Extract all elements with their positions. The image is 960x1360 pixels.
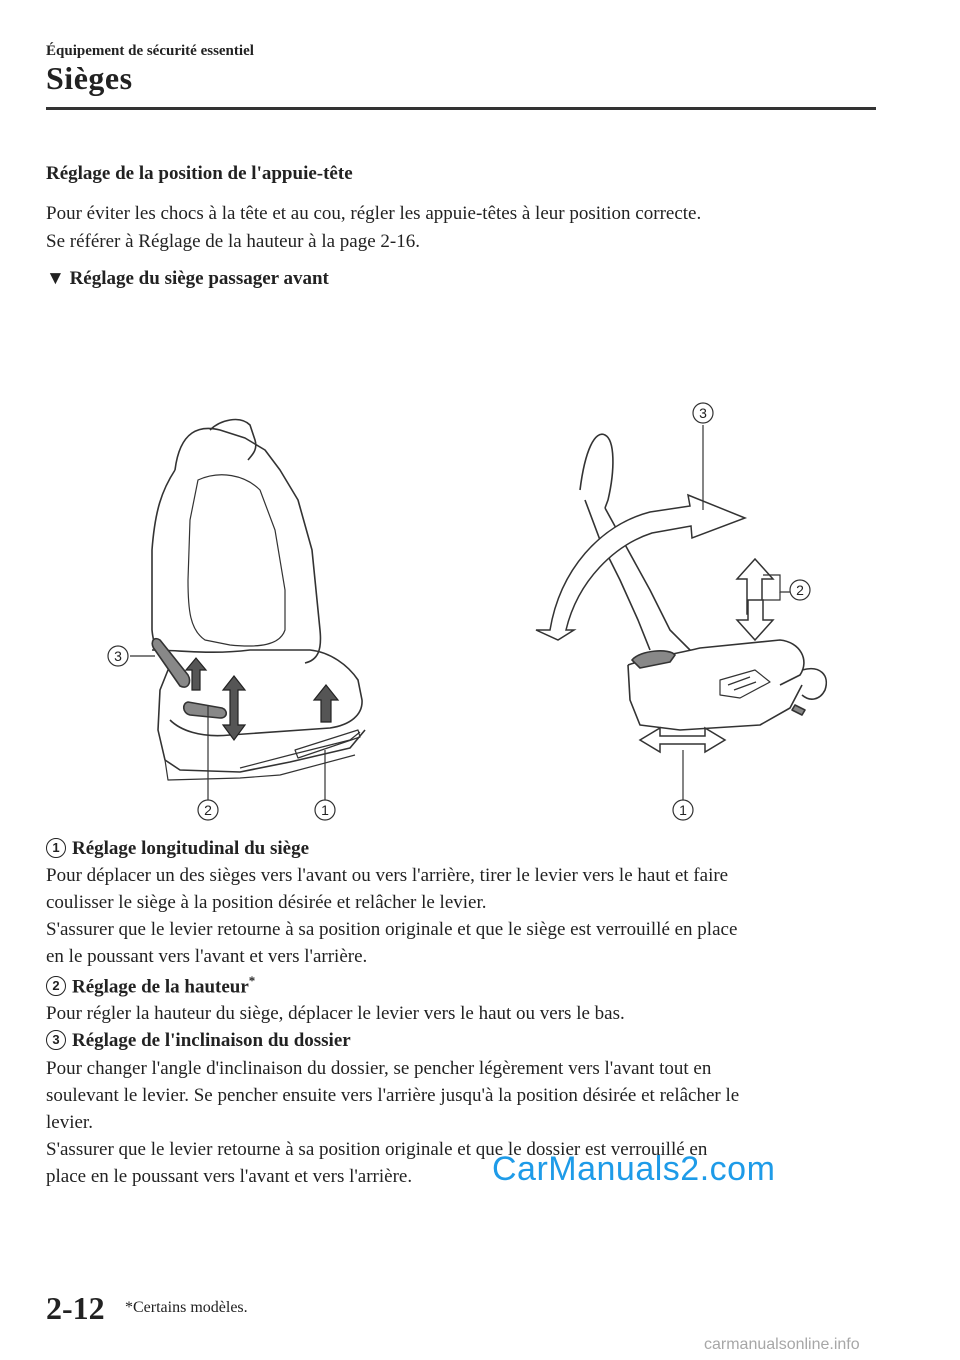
- item-3-line-1: Pour changer l'angle d'inclinaison du dossier, se pencher légèrement vers l'avant tout en: [46, 1058, 712, 1079]
- item-3-heading: [46, 1030, 351, 1052]
- item-1-heading-text: Réglage longitudinal du siège: [72, 838, 309, 859]
- headrest-line-1: Pour éviter les chocs à la tête et au cou, régler les appuie-têtes à leur position correcte.: [46, 203, 702, 224]
- page-title: Sièges: [46, 60, 133, 96]
- item-1-line-1: Pour déplacer un des sièges vers l'avant ou vers l'arrière, tirer le levier vers le haut et faire: [46, 865, 729, 886]
- slide-arrow: [640, 728, 725, 752]
- item-1-line-2: coulisser le siège à la position désirée et relâcher le levier.: [46, 892, 487, 913]
- right-callout-2: 2: [796, 582, 804, 598]
- watermark-logo: CarManuals2.com: [492, 1150, 776, 1188]
- left-arrows: [186, 658, 338, 740]
- front-seat-drawing: [152, 420, 365, 780]
- circled-number-1-icon: 1: [46, 838, 66, 858]
- triangle-marker-icon: ▼: [46, 268, 65, 289]
- page-number: 2-12: [46, 1290, 105, 1326]
- footnote: *Certains modèles.: [125, 1299, 248, 1316]
- recline-arc-arrow: [536, 495, 745, 640]
- section-header: Équipement de sécurité essentiel: [46, 43, 254, 59]
- circled-number-2-icon: 2: [46, 976, 66, 996]
- right-callouts: [673, 403, 810, 820]
- left-callouts: [108, 646, 335, 820]
- item-3-line-2: soulevant le levier. Se pencher ensuite vers l'arrière jusqu'à la position désirée et relâcher le: [46, 1085, 740, 1106]
- right-callout-1: 1: [679, 802, 687, 818]
- left-callout-1: 1: [321, 802, 329, 818]
- left-callout-2: 2: [204, 802, 212, 818]
- item-2-heading: [46, 973, 255, 998]
- item-3-line-5: place en le poussant vers l'avant et vers l'arrière.: [46, 1166, 413, 1187]
- item-3-line-4: S'assurer que le levier retourne à sa position originale et que le dossier est verrouillé en: [46, 1139, 708, 1160]
- item-1-line-4: en le poussant vers l'avant et vers l'arrière.: [46, 946, 368, 967]
- item-2-asterisk: *: [248, 973, 256, 988]
- left-callout-3: 3: [114, 648, 122, 664]
- item-3-line-3: levier.: [46, 1112, 93, 1133]
- item-2-line-1: Pour régler la hauteur du siège, déplacer le levier vers le haut ou vers le bas.: [46, 1003, 625, 1024]
- item-1-heading: [46, 838, 309, 860]
- headrest-heading: Réglage de la position de l'appuie-tête: [46, 163, 353, 184]
- item-1-line-3: S'assurer que le levier retourne à sa position originale et que le siège est verrouillé en place: [46, 919, 738, 940]
- item-3-heading-text: Réglage de l'inclinaison du dossier: [72, 1030, 351, 1051]
- headrest-line-2: Se référer à Réglage de la hauteur à la page 2-16.: [46, 231, 420, 252]
- seat-adjustment-illustration: [80, 330, 880, 830]
- right-callout-3: 3: [699, 405, 707, 421]
- footer-watermark: carmanualsonline.info: [704, 1336, 860, 1353]
- item-2-heading-text: Réglage de la hauteur: [72, 976, 249, 998]
- circled-number-3-icon: 3: [46, 1030, 66, 1050]
- title-rule: [46, 107, 876, 110]
- passenger-heading-text: Réglage du siège passager avant: [69, 268, 329, 289]
- passenger-heading: [46, 268, 329, 290]
